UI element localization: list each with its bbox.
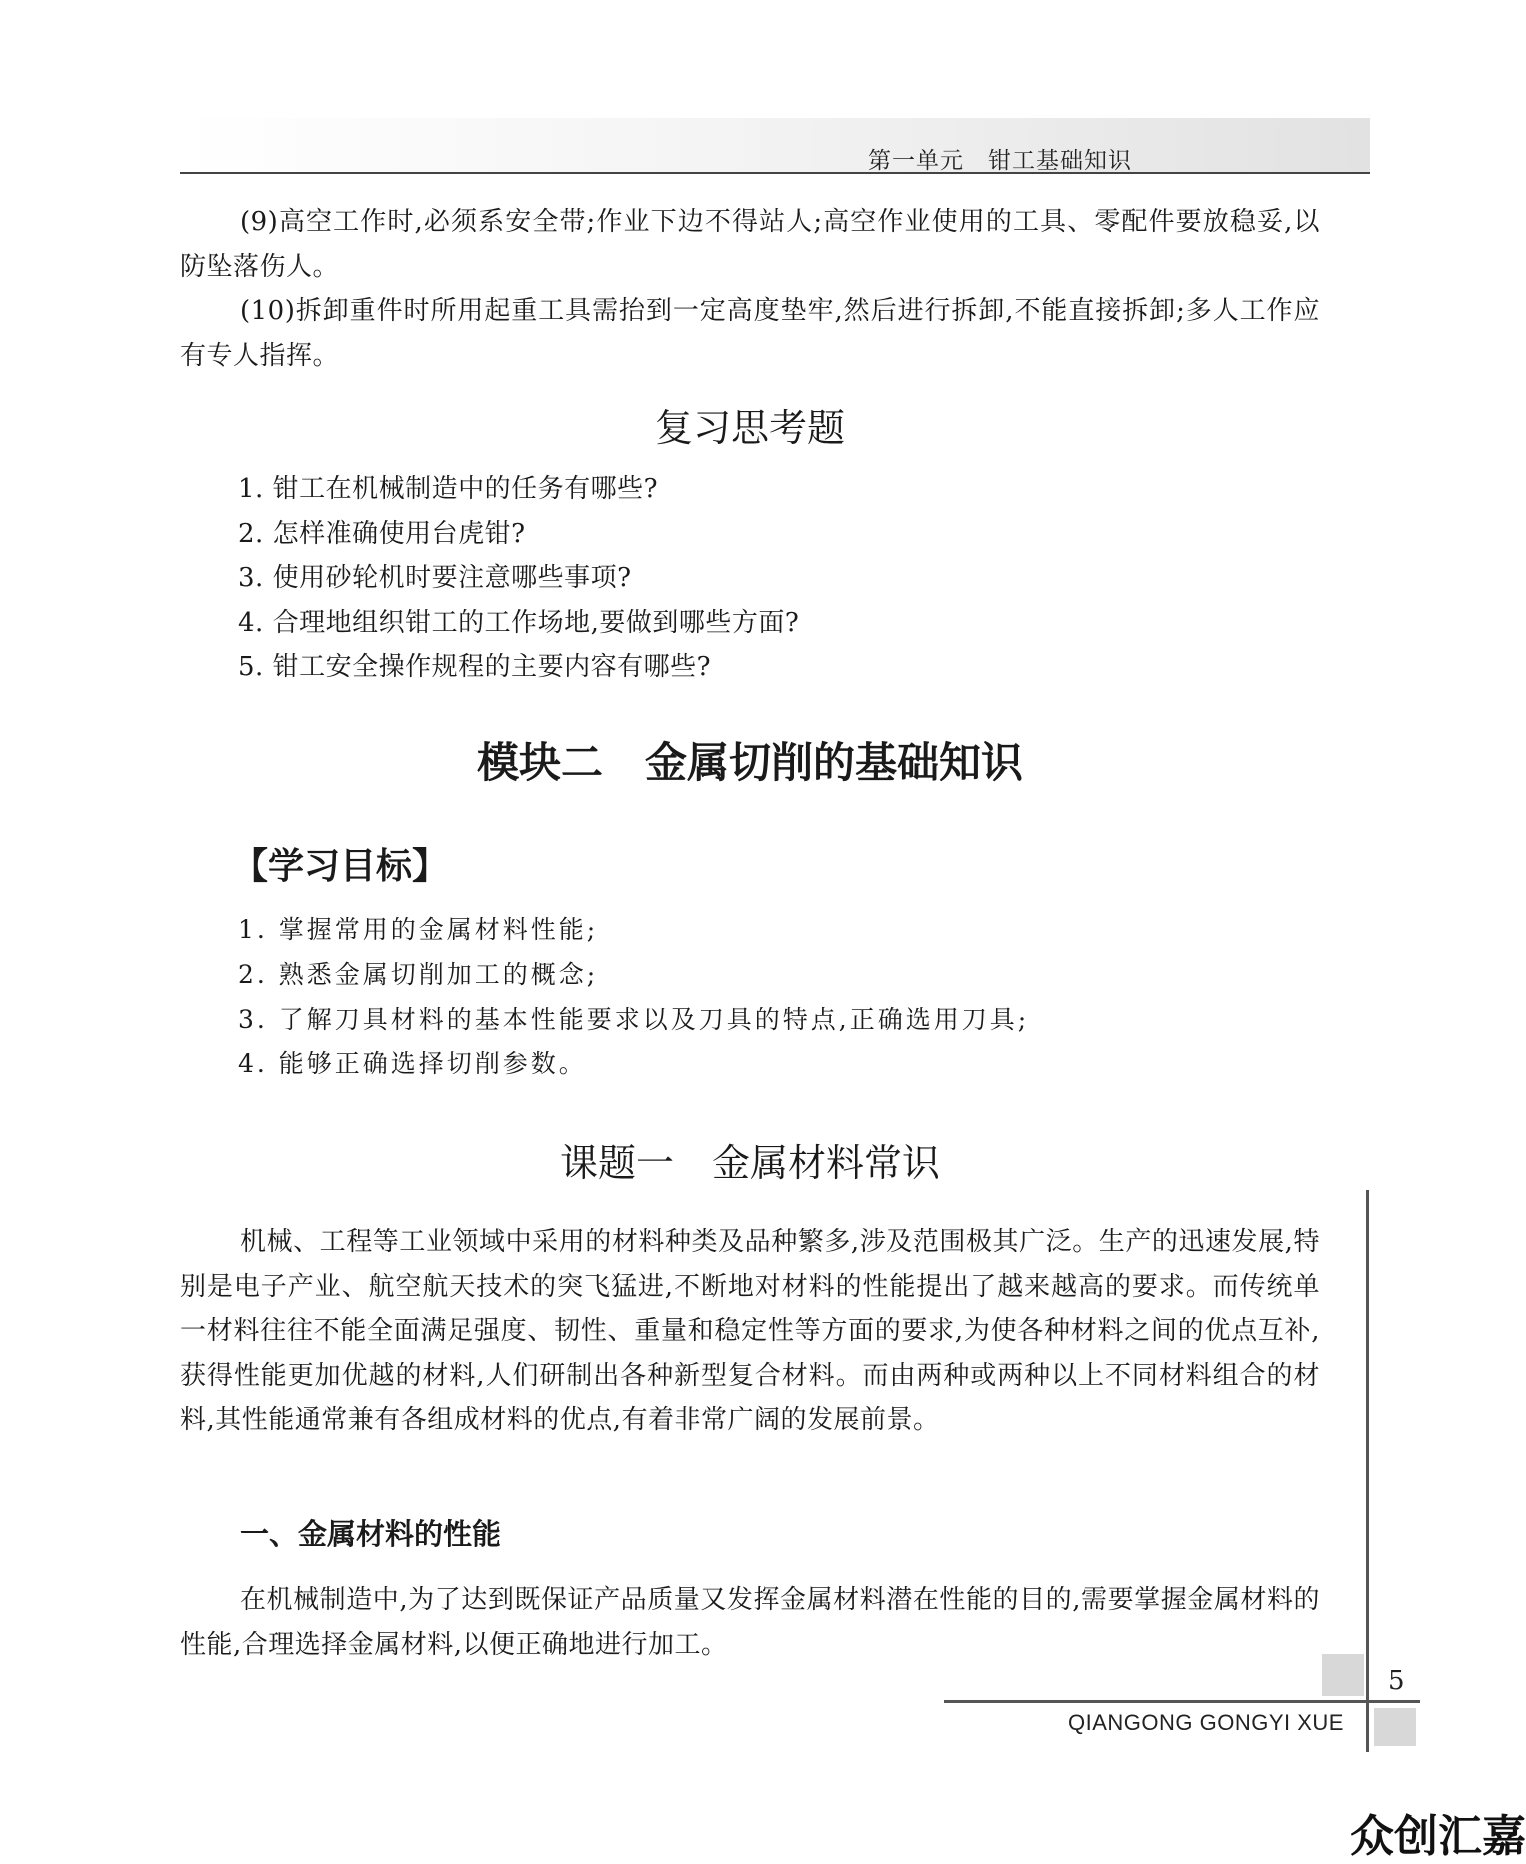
paragraph-safety-9: (9)高空工作时,必须系安全带;作业下边不得站人;高空作业使用的工具、零配件要放稳妥,以防坠落伤人。 [180,207,1320,282]
section-heading: 一、金属材料的性能 [240,1517,502,1551]
learning-goal: 2. 熟悉金属切削加工的概念; [238,959,599,989]
learning-goal-list [238,908,1029,1087]
review-title: 复习思考题 [654,406,845,450]
lesson-intro-paragraph: 机械、工程等工业领域中采用的材料种类及品种繁多,涉及范围极其广泛。生产的迅速发展,特别是电子产业、航空航天技术的突飞猛进,不断地对材料的性能提出了越来越高的要求。而传统单一材料往往不能全面满足强度、韧性、重量和稳定性等方面的要求,为使各种材料之间的优点互补,获得性能更加优越的材料,人们研制出各种新型复合材料。而由两种或两种以上不同材料组合的材料,其性能通常兼有各组成材料的优点,有着非常广阔的发展前景。 [180,1227,1320,1435]
lesson-title: 课题一 金属材料常识 [559,1141,940,1185]
paragraph-safety-10: (10)拆卸重件时所用起重工具需抬到一定高度垫牢,然后进行拆卸,不能直接拆卸;多人工作应有专人指挥。 [180,296,1320,371]
watermark-logo: 众创汇嘉 [1350,1811,1526,1862]
footer-decor-square [1322,1654,1364,1696]
review-question: 5. 钳工安全操作规程的主要内容有哪些? [238,652,712,682]
review-question: 4. 合理地组织钳工的工作场地,要做到哪些方面? [238,607,800,638]
learning-goal: 4. 能够正确选择切削参数。 [238,1049,587,1079]
review-question: 3. 使用砂轮机时要注意哪些事项? [238,563,632,593]
learning-goal: 3. 了解刀具材料的基本性能要求以及刀具的特点,正确选用刀具; [238,1004,1030,1034]
page-number: 5 [1388,1666,1405,1696]
footer-horizontal-rule [944,1700,1420,1703]
footer-decor-square [1374,1708,1416,1746]
review-question: 1. 钳工在机械制造中的任务有哪些? [238,474,659,504]
footer-vertical-rule [1366,1190,1369,1752]
header-rule [180,172,1370,174]
learning-goals-heading: 【学习目标】 [232,846,449,887]
review-question-list [238,467,799,690]
section-paragraph: 在机械制造中,为了达到既保证产品质量又发挥金属材料潜在性能的目的,需要掌握金属材料的性能,合理选择金属材料,以便正确地进行加工。 [180,1585,1320,1660]
learning-goal: 1. 掌握常用的金属材料性能; [238,915,599,944]
module-title: 模块二 金属切削的基础知识 [476,738,1023,787]
running-header-title: 第一单元 钳工基础知识 [868,148,1132,174]
review-question: 2. 怎样准确使用台虎钳? [238,518,526,549]
header-band [180,118,1370,173]
footer-book-title: QIANGONG GONGYI XUE [1068,1710,1344,1735]
